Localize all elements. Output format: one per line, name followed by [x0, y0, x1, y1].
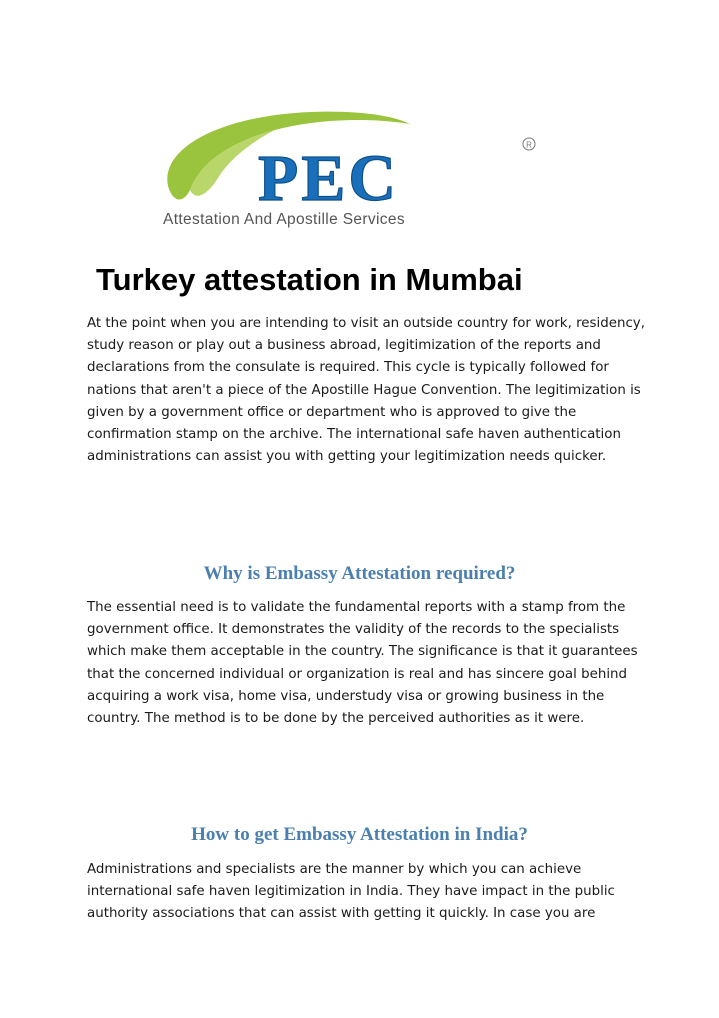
- section-heading-how: How to get Embassy Attestation in India?: [191, 824, 528, 845]
- brand-letters: PEC: [258, 142, 399, 215]
- pec-logo: [160, 108, 545, 233]
- paragraph-why: The essential need is to validate the fundamental reports with a stamp from the government office. It demonstrates the validity of the records to the specialists which make them acceptable in the country. The significance is that it guarantees that the concerned individual or organization is real and has sincere goal behind acquiring a work visa, home visa, understudy visa or growing business in the country. The method is to be done by the perceived authorities as it were.: [87, 600, 638, 727]
- paragraph-intro: At the point when you are intending to visit an outside country for work, residency, study reason or play out a business abroad, legitimization of the reports and declarations from the consulate is required. This cycle is typically followed for nations that aren't a piece of the Apostille Hague Convention. The legitimization is given by a government office or department who is approved to give the confirmation stamp on the archive. The international safe haven authentication administrations can assist you with getting your legitimization needs quicker.: [87, 316, 645, 465]
- page-title: Turkey attestation in Mumbai: [96, 262, 523, 297]
- section-heading-why: Why is Embassy Attestation required?: [203, 563, 516, 584]
- registered-mark: R: [526, 140, 532, 150]
- logo-tagline: Attestation And Apostille Services: [163, 211, 405, 228]
- paragraph-how: Administrations and specialists are the manner by which you can achieve international safe haven legitimization in India. They have impact in the public authority associations that can assist with getting it quickly. In case you are: [87, 862, 615, 922]
